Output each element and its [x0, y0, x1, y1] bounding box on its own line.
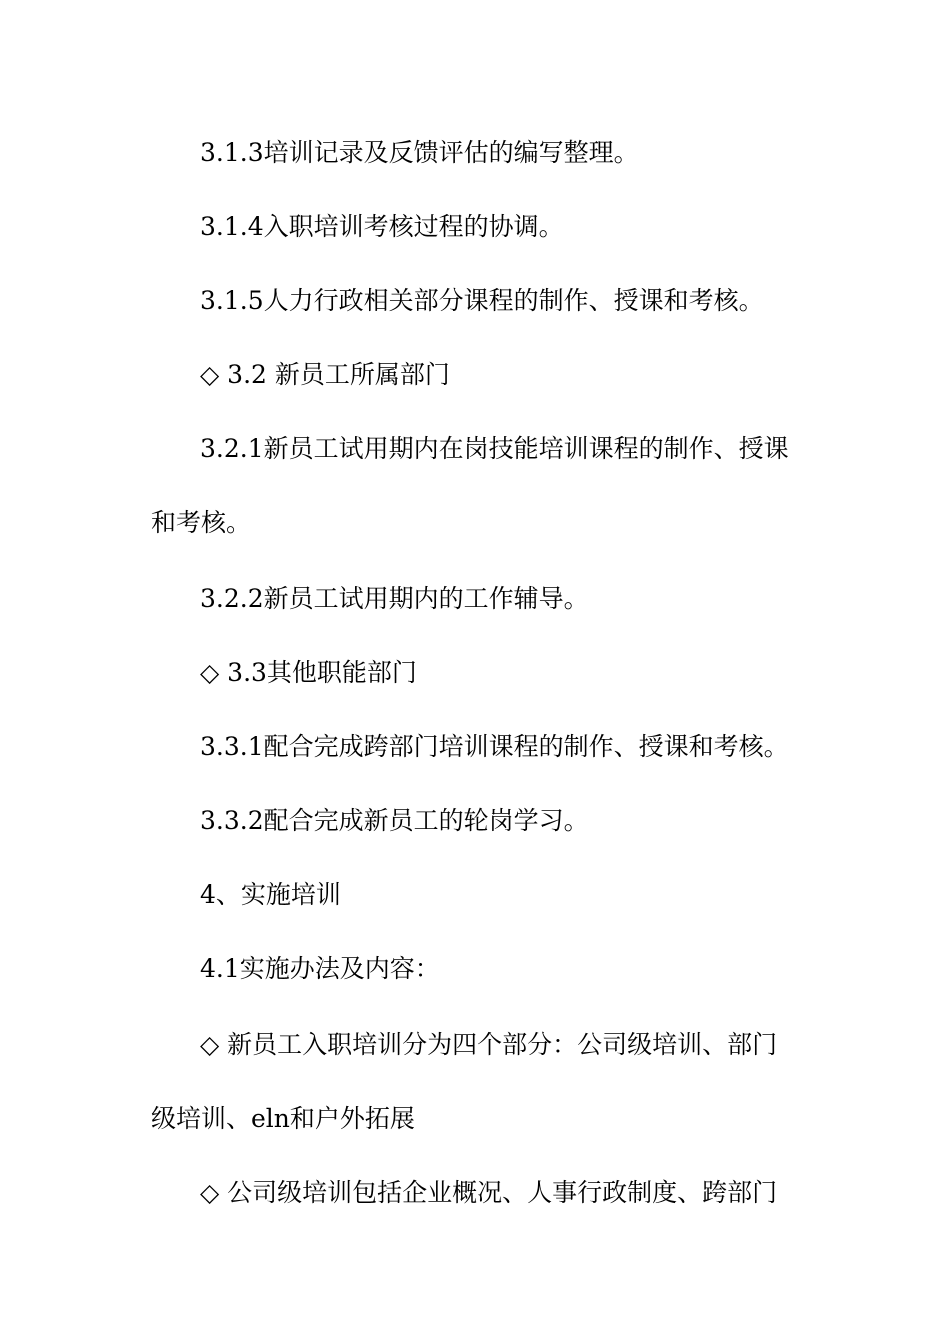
text-line: 3.1.3培训记录及反馈评估的编写整理。 — [200, 138, 639, 167]
text-line: 3.1.4入职培训考核过程的协调。 — [200, 212, 564, 241]
text-line: 级培训、eln和户外拓展 — [151, 1104, 415, 1133]
text-line: 和考核。 — [151, 508, 252, 537]
text-line: 3.2.1新员工试用期内在岗技能培训课程的制作、授课 — [200, 434, 789, 463]
text-line: ◇ 公司级培训包括企业概况、人事行政制度、跨部门 — [200, 1178, 778, 1207]
text-line: 4.1实施办法及内容： — [200, 954, 440, 983]
section-heading: ◇ 3.2 新员工所属部门 — [200, 360, 450, 389]
text-line: 3.1.5人力行政相关部分课程的制作、授课和考核。 — [200, 286, 764, 315]
text-line: 3.3.1配合完成跨部门培训课程的制作、授课和考核。 — [200, 732, 789, 761]
text-line: 3.3.2配合完成新员工的轮岗学习。 — [200, 806, 589, 835]
text-line: 3.2.2新员工试用期内的工作辅导。 — [200, 584, 589, 613]
text-line: ◇ 新员工入职培训分为四个部分：公司级培训、部门 — [200, 1030, 778, 1059]
section-heading: 4、实施培训 — [200, 880, 341, 909]
section-heading: ◇ 3.3其他职能部门 — [200, 658, 417, 687]
